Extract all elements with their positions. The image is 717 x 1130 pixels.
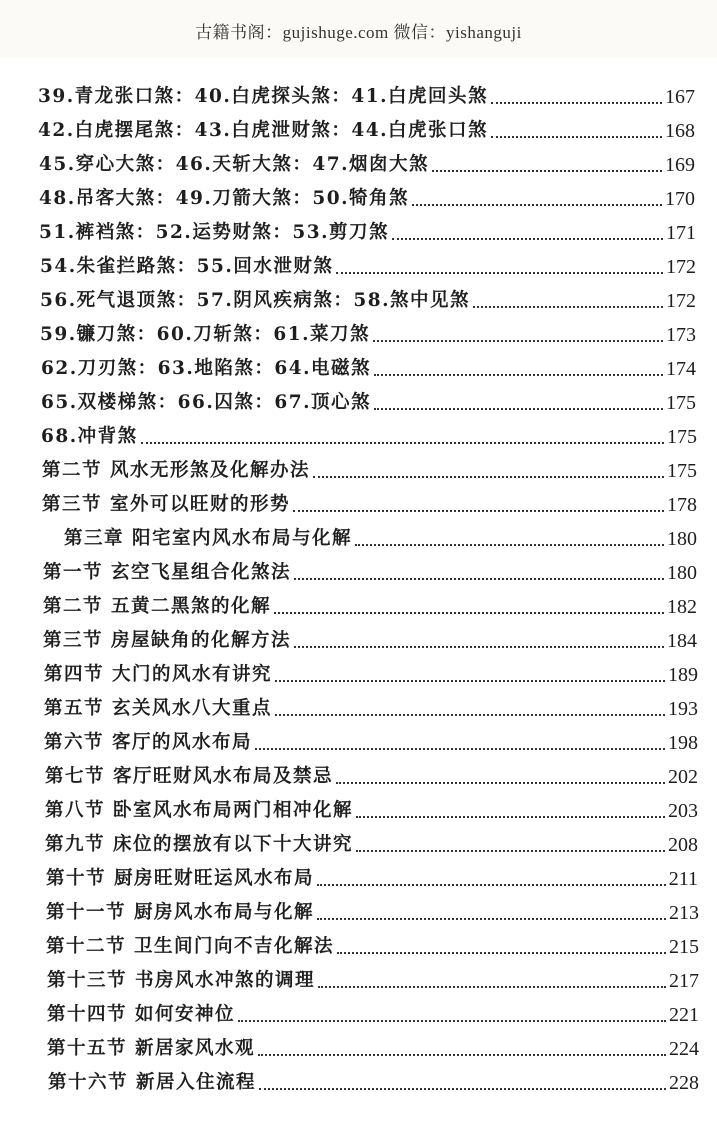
toc-entry bbox=[40, 320, 696, 350]
toc-entry bbox=[44, 660, 698, 690]
toc-entry-title: 第十一节 厨房风水布局与化解 bbox=[46, 902, 314, 923]
toc-entry-page-number: 172 bbox=[666, 256, 696, 278]
toc-entry-title: 51.裤裆煞：52.运势财煞：53.剪刀煞 bbox=[39, 222, 390, 243]
toc-dot-leader bbox=[258, 1054, 666, 1056]
toc-entry-page-number: 169 bbox=[665, 154, 695, 176]
toc-entry bbox=[40, 252, 696, 282]
toc-dot-leader bbox=[373, 340, 663, 342]
toc-entry-page-number: 217 bbox=[669, 970, 699, 992]
toc-entry bbox=[39, 150, 695, 180]
toc-entry bbox=[45, 830, 698, 860]
toc-entry bbox=[46, 932, 699, 962]
toc-entry bbox=[45, 762, 698, 792]
toc-entry-page-number: 175 bbox=[666, 392, 696, 414]
toc-entry-title: 54.朱雀拦路煞：55.回水泄财煞 bbox=[40, 256, 334, 277]
toc-entry-title: 第十节 厨房旺财旺运风水布局 bbox=[46, 868, 314, 889]
toc-entry-title: 第三节 房屋缺角的化解方法 bbox=[43, 630, 291, 651]
toc-entry bbox=[46, 898, 699, 928]
toc-entry bbox=[44, 694, 698, 724]
toc-dot-leader bbox=[317, 918, 666, 920]
toc-entry-title: 56.死气退顶煞：57.阴风疾病煞：58.煞中见煞 bbox=[40, 290, 471, 311]
toc-entry-page-number: 221 bbox=[669, 1004, 699, 1026]
toc-dot-leader bbox=[141, 442, 664, 444]
toc-entry-page-number: 168 bbox=[665, 120, 695, 142]
toc-entry bbox=[48, 1068, 699, 1098]
toc-entry bbox=[47, 1000, 699, 1030]
toc-entry bbox=[46, 864, 698, 894]
toc-entry-page-number: 202 bbox=[668, 766, 698, 788]
toc-entry-page-number: 182 bbox=[667, 596, 697, 618]
toc-dot-leader bbox=[392, 238, 663, 240]
toc-dot-leader bbox=[293, 510, 664, 512]
toc-dot-leader bbox=[374, 408, 663, 410]
toc-entry bbox=[38, 82, 695, 112]
toc-dot-leader bbox=[274, 612, 664, 614]
toc-entry bbox=[41, 422, 697, 452]
toc-entry-page-number: 211 bbox=[668, 868, 698, 890]
toc-entry-page-number: 178 bbox=[667, 494, 697, 516]
toc-entry-page-number: 189 bbox=[668, 664, 698, 686]
toc-entry-title: 第九节 床位的摆放有以下十大讲究 bbox=[45, 834, 353, 855]
toc-entry-page-number: 172 bbox=[666, 290, 696, 312]
toc-dot-leader bbox=[318, 986, 666, 988]
toc-entry bbox=[41, 354, 696, 384]
toc-dot-leader bbox=[275, 714, 665, 716]
toc-entry-title: 第四节 大门的风水有讲究 bbox=[44, 664, 272, 685]
toc-entry-page-number: 175 bbox=[667, 460, 697, 482]
toc-entry-title: 59.镰刀煞：60.刀斩煞：61.菜刀煞 bbox=[40, 324, 371, 345]
toc-dot-leader bbox=[313, 476, 664, 478]
toc-entry bbox=[47, 966, 699, 996]
toc-entry-title: 68.冲背煞 bbox=[41, 426, 138, 447]
toc-dot-leader bbox=[294, 578, 664, 580]
toc-entry-page-number: 180 bbox=[667, 528, 697, 550]
toc-entry-title: 第六节 客厅的风水布局 bbox=[44, 732, 252, 753]
toc-dot-leader bbox=[491, 136, 662, 138]
page-header bbox=[0, 0, 717, 58]
toc-entry-title: 第十三节 书房风水冲煞的调理 bbox=[47, 970, 315, 991]
header-watermark-text: 古籍书阁：gujishuge.com 微信：yishanguji bbox=[195, 23, 522, 42]
toc-entry-title: 第十二节 卫生间门向不吉化解法 bbox=[46, 936, 334, 957]
toc-entry bbox=[42, 456, 697, 486]
toc-dot-leader bbox=[356, 816, 665, 818]
toc-entry-page-number: 171 bbox=[666, 222, 696, 244]
toc-entry-page-number: 213 bbox=[669, 902, 699, 924]
toc-entry-title: 第二节 风水无形煞及化解办法 bbox=[42, 460, 310, 481]
toc-entry-page-number: 224 bbox=[669, 1038, 699, 1060]
toc-dot-leader bbox=[275, 680, 665, 682]
toc-entry-title: 62.刀刃煞：63.地陷煞：64.电磁煞 bbox=[41, 358, 372, 379]
toc-entry-page-number: 167 bbox=[665, 86, 695, 108]
toc-dot-leader bbox=[294, 646, 664, 648]
toc-entry bbox=[39, 218, 696, 248]
toc-entry-title: 42.白虎摆尾煞：43.白虎泄财煞：44.白虎张口煞 bbox=[38, 120, 489, 141]
toc-entry-title: 第一节 玄空飞星组合化煞法 bbox=[43, 562, 291, 583]
toc-entry-page-number: 175 bbox=[667, 426, 697, 448]
toc-entry-title: 第十五节 新居家风水观 bbox=[47, 1038, 255, 1059]
toc-dot-leader bbox=[374, 374, 663, 376]
toc-entry bbox=[47, 1034, 699, 1064]
toc-entry-page-number: 198 bbox=[668, 732, 698, 754]
toc-entry bbox=[43, 626, 697, 656]
toc-entry bbox=[43, 592, 697, 622]
toc-dot-leader bbox=[238, 1020, 666, 1022]
toc-entry bbox=[39, 184, 695, 214]
toc-entry bbox=[44, 728, 698, 758]
toc-entry bbox=[41, 388, 696, 418]
toc-dot-leader bbox=[473, 306, 663, 308]
toc-entry-title: 第二节 五黄二黑煞的化解 bbox=[43, 596, 271, 617]
toc-entry-page-number: 174 bbox=[666, 358, 696, 380]
toc-dot-leader bbox=[317, 884, 666, 886]
toc-entry-title: 第十四节 如何安神位 bbox=[47, 1004, 235, 1025]
toc-entry bbox=[45, 796, 698, 826]
toc-entry-page-number: 193 bbox=[668, 698, 698, 720]
toc-entry-title: 第七节 客厅旺财风水布局及禁忌 bbox=[45, 766, 333, 787]
toc-dot-leader bbox=[356, 850, 665, 852]
toc-entry-title: 第五节 玄关风水八大重点 bbox=[44, 698, 272, 719]
toc-dot-leader bbox=[336, 782, 665, 784]
toc-entry-page-number: 180 bbox=[667, 562, 697, 584]
toc-dot-leader bbox=[412, 204, 662, 206]
toc-entry-page-number: 170 bbox=[665, 188, 695, 210]
toc-dot-leader bbox=[336, 272, 663, 274]
toc-dot-leader bbox=[259, 1088, 666, 1090]
toc-dot-leader bbox=[355, 544, 664, 546]
toc-entry bbox=[42, 490, 697, 520]
toc-entry-title: 第三节 室外可以旺财的形势 bbox=[42, 494, 290, 515]
toc-entry-page-number: 228 bbox=[669, 1072, 699, 1094]
toc-entry-title: 45.穿心大煞：46.天斩大煞：47.烟囱大煞 bbox=[39, 154, 430, 175]
toc-entry-page-number: 208 bbox=[668, 834, 698, 856]
toc-entry-title: 39.青龙张口煞：40.白虎探头煞：41.白虎回头煞 bbox=[38, 86, 489, 107]
toc-entry-page-number: 203 bbox=[668, 800, 698, 822]
toc-entry bbox=[40, 286, 696, 316]
toc-entry-title: 第八节 卧室风水布局两门相冲化解 bbox=[45, 800, 353, 821]
toc-dot-leader bbox=[432, 170, 662, 172]
toc-entry bbox=[38, 116, 695, 146]
toc-entry-page-number: 215 bbox=[669, 936, 699, 958]
toc-entry bbox=[64, 524, 697, 554]
toc-dot-leader bbox=[337, 952, 666, 954]
toc-entry-title: 第十六节 新居入住流程 bbox=[48, 1072, 256, 1093]
toc-entry-title: 65.双楼梯煞：66.囚煞：67.顶心煞 bbox=[41, 392, 372, 413]
toc-entry bbox=[43, 558, 697, 588]
toc-dot-leader bbox=[491, 102, 662, 104]
toc-entry-page-number: 173 bbox=[666, 324, 696, 346]
toc-dot-leader bbox=[255, 748, 665, 750]
toc-entry-title: 第三章 阳宅室内风水布局与化解 bbox=[64, 528, 352, 549]
toc-entry-title: 48.吊客大煞：49.刀箭大煞：50.犄角煞 bbox=[39, 188, 410, 209]
toc-entry-page-number: 184 bbox=[667, 630, 697, 652]
